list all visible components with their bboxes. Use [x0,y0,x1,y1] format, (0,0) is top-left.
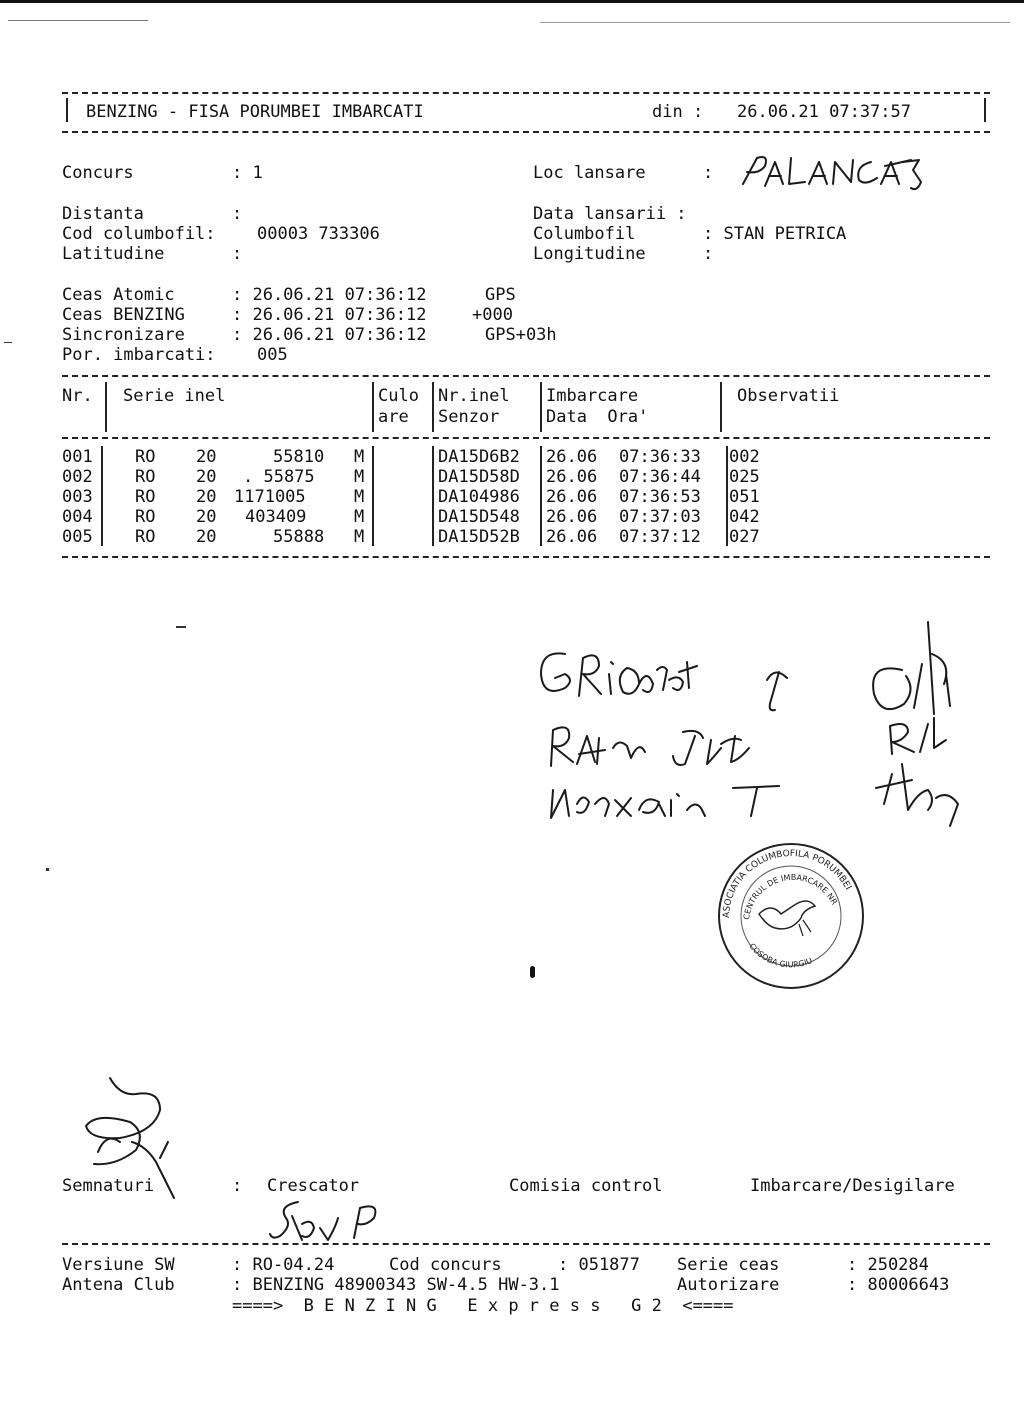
row-sex: M [354,527,365,547]
row-nr: 003 [62,487,93,507]
row-country: RO [135,447,156,467]
col-header-data-ora: Data Ora' [546,407,649,427]
columbofil-value: : STAN PETRICA [703,224,847,244]
row-year: 20 [196,507,217,527]
row-date: 26.06 [546,447,598,467]
row-sex: M [354,487,365,507]
table-header-divider [62,437,990,439]
scan-line-right [540,22,1010,23]
scan-speck [4,342,12,343]
table-col-sep [372,446,374,546]
loc-lansare-sep: : [703,163,714,183]
header-border-right [984,98,986,122]
concurs-value: : 1 [232,163,263,183]
distanta-label: Distanta [62,204,144,224]
row-time: 07:36:53 [619,487,701,507]
row-senzor: DA15D58D [438,467,520,487]
row-obs: 051 [729,487,760,507]
versiune-sw-value: : RO-04.24 [232,1255,335,1275]
row-country: RO [135,507,156,527]
ceas-atomic-value: : 26.06.21 07:36:12 [232,285,427,305]
sincronizare-value: : 26.06.21 07:36:12 [232,325,427,345]
row-ring: . 55875 [243,467,315,487]
row-date: 26.06 [546,487,598,507]
row-date: 26.06 [546,507,598,527]
row-country: RO [135,527,156,547]
header-datetime: 26.06.21 07:37:57 [737,102,911,122]
row-ring: 403409 [245,507,307,527]
ceas-benzing-extra: +000 [472,305,513,325]
row-senzor: DA15D548 [438,507,520,527]
row-obs: 042 [729,507,760,527]
ceas-atomic-extra: GPS [485,285,516,305]
semnaturi-label: Semnaturi [62,1176,155,1196]
scan-edge-top [0,0,1024,3]
col-header-nrinel: Nr.inel [438,386,510,406]
cod-concurs-label: Cod concurs [389,1255,502,1275]
ceas-benzing-label: Ceas BENZING [62,305,185,325]
commission-handwriting [535,640,835,820]
ceas-benzing-value: : 26.06.21 07:36:12 [232,305,427,325]
autorizare-label: Autorizare [677,1275,780,1295]
row-sex: M [354,507,365,527]
table-col-sep [105,382,107,432]
longitudine-label: Longitudine [533,244,646,264]
versiune-sw-label: Versiune SW [62,1255,175,1275]
loc-lansare-label: Loc lansare [533,163,646,183]
cod-columbofil-label: Cod columbofil: [62,224,216,244]
stamp-top-text: ASOCIATIA COLUMBOFILA PORUMBEI [721,848,853,919]
row-ring: 55810 [273,447,325,467]
crescator-signature [262,1196,392,1246]
row-nr: 001 [62,447,93,467]
header-border-top [62,92,990,94]
row-senzor: DA15D52B [438,527,520,547]
sincronizare-label: Sincronizare [62,325,185,345]
col-header-observatii: Observatii [737,386,840,406]
row-year: 20 [196,467,217,487]
comisia-control-label: Comisia control [509,1176,663,1196]
imbarcare-desigilare-label: Imbarcare/Desigilare [750,1176,955,1196]
col-header-culo: Culo [378,386,419,406]
table-col-sep [726,446,728,546]
row-date: 26.06 [546,467,598,487]
row-ring: 1171005 [234,487,306,507]
row-senzor: DA104986 [438,487,520,507]
col-header-serie: Serie inel [123,386,226,406]
cod-columbofil-value: 00003 733306 [257,224,380,244]
latitudine-label: Latitudine [62,244,165,264]
por-imbarcati-value: 005 [257,345,288,365]
stamp-inner-text: CENTRUL DE IMBARCARE NR [741,872,839,921]
row-nr: 005 [62,527,93,547]
header-border-left [66,98,68,122]
table-col-sep [432,382,434,432]
header-border-bottom [62,131,990,133]
row-year: 20 [196,447,217,467]
commission-initials [862,614,972,834]
table-col-sep [372,382,374,432]
cod-concurs-value: : 051877 [558,1255,640,1275]
distanta-sep: : [232,204,243,224]
row-time: 07:36:44 [619,467,701,487]
antena-club-label: Antena Club [62,1275,175,1295]
loc-lansare-handwriting [735,148,935,208]
col-header-senzor: Senzor [438,407,500,427]
longitudine-sep: : [703,244,714,264]
data-lansarii-label: Data lansarii : [533,204,687,224]
scan-speck [176,626,186,628]
autorizare-value: : 80006643 [847,1275,950,1295]
columbofil-label: Columbofil [533,224,636,244]
crescator-label: Crescator [267,1176,360,1196]
sincronizare-extra: GPS+03h [485,325,557,345]
row-time: 07:37:03 [619,507,701,527]
table-col-sep [101,446,103,546]
scan-speck [46,868,49,871]
col-header-culo-cont: are [378,407,409,427]
ceas-atomic-label: Ceas Atomic [62,285,175,305]
semnaturi-sep: : [232,1176,243,1196]
row-year: 20 [196,487,217,507]
row-date: 26.06 [546,527,598,547]
col-header-nr: Nr. [62,386,93,406]
row-nr: 004 [62,507,93,527]
association-stamp [711,836,871,996]
row-sex: M [354,467,365,487]
row-obs: 025 [729,467,760,487]
stamp-bottom-text: COSOBA GIURGIU [747,941,814,970]
table-col-sep [432,446,434,546]
table-border-top [62,375,990,377]
table-col-sep [720,382,722,432]
serie-ceas-value: : 250284 [847,1255,929,1275]
scan-speck [530,966,535,978]
row-time: 07:37:12 [619,527,701,547]
latitudine-sep: : [232,244,243,264]
din-label: din : [652,102,704,122]
row-country: RO [135,467,156,487]
row-nr: 002 [62,467,93,487]
antena-club-value: : BENZING 48900343 SW-4.5 HW-3.1 [232,1275,560,1295]
table-col-sep [540,382,542,432]
concurs-label: Concurs [62,163,134,183]
table-col-sep [540,446,542,546]
row-sex: M [354,447,365,467]
row-obs: 002 [729,447,760,467]
row-ring: 55888 [273,527,325,547]
row-year: 20 [196,527,217,547]
scan-line-left [8,20,148,21]
row-obs: 027 [729,527,760,547]
por-imbarcati-label: Por. imbarcati: [62,345,216,365]
row-country: RO [135,487,156,507]
document-title: BENZING - FISA PORUMBEI IMBARCATI [86,102,424,122]
serie-ceas-label: Serie ceas [677,1255,780,1275]
benzing-banner: ====> B E N Z I N G E x p r e s s G 2 <==== [232,1296,734,1316]
row-senzor: DA15D6B2 [438,447,520,467]
table-border-bottom [62,556,990,558]
row-time: 07:36:33 [619,447,701,467]
footer-border-top [62,1243,990,1245]
col-header-imbarcare: Imbarcare [546,386,639,406]
